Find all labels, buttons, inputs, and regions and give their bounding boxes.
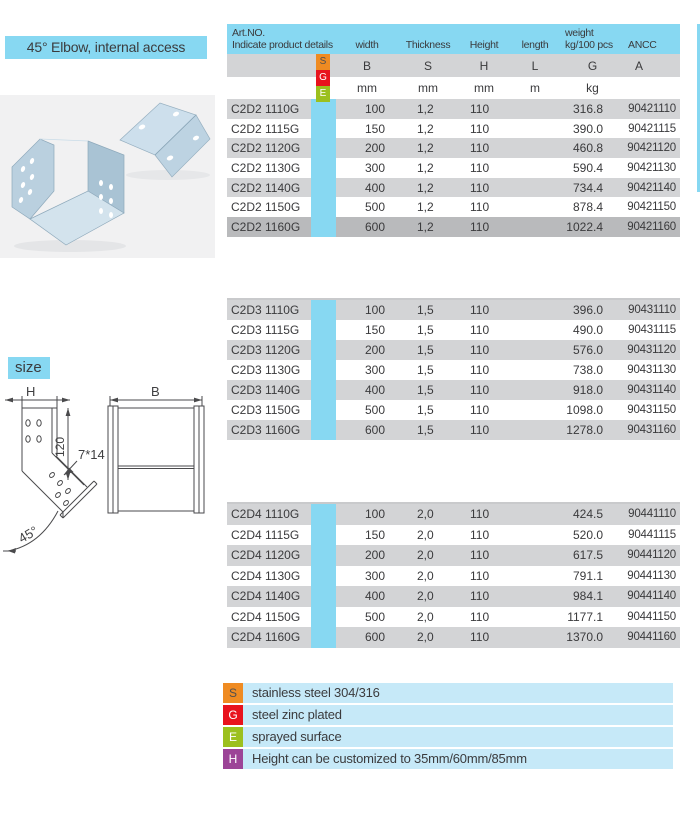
table-cell: 734.4 (572, 180, 603, 195)
table-cell: 90431160 (627, 424, 676, 436)
row-accent-strip (311, 566, 336, 587)
table-row (227, 119, 680, 139)
table-row (227, 217, 680, 237)
table-cell: 300 (364, 568, 385, 583)
legend-item (223, 683, 673, 703)
table-cell (510, 217, 560, 237)
column-header-height: Height (469, 39, 499, 51)
table-section-c2d3 (227, 298, 680, 440)
table-cell: 90441115 (628, 528, 676, 541)
dimension-drawing (0, 383, 220, 579)
table-cell: 1,2 (417, 219, 434, 234)
table-cell (510, 138, 560, 158)
table-cell: 500 (364, 200, 385, 215)
table-cell: C2D3 1110G (231, 303, 300, 317)
table-cell: 110 (470, 548, 490, 563)
table-cell (510, 400, 560, 420)
row-accent-strip (311, 380, 336, 400)
table-cell: 110 (470, 507, 490, 522)
table-letter-row (227, 54, 680, 77)
table-cell (510, 566, 560, 587)
table-cell: 150 (364, 121, 385, 136)
row-accent-strip (311, 178, 336, 198)
table-cell: C2D2 1120G (231, 141, 301, 156)
table-cell: 200 (364, 548, 385, 563)
table-cell: 90441150 (627, 610, 676, 623)
table-cell: 400 (364, 589, 385, 604)
table-row (227, 340, 680, 360)
row-accent-strip (311, 340, 336, 360)
column-header-weight: weight kg/100 pcs (565, 27, 613, 51)
row-accent-strip (311, 420, 336, 440)
table-units-row (227, 77, 680, 99)
table-cell: 2,0 (417, 568, 434, 583)
dim-angle-label: 45° (15, 522, 41, 546)
table-row (227, 178, 680, 198)
letter-g: G (587, 58, 598, 73)
table-row (227, 525, 680, 546)
table-section-c2d2 (227, 99, 680, 237)
table-cell: 300 (364, 363, 385, 377)
table-cell: 316.8 (572, 101, 603, 116)
table-cell: 1,2 (417, 121, 434, 136)
table-cell: 590.4 (572, 160, 603, 175)
table-cell: 110 (470, 141, 490, 156)
table-cell: C2D2 1140G (231, 180, 301, 195)
column-header-width: width (355, 39, 379, 51)
unit-height: mm (474, 81, 494, 95)
table-cell: 918.0 (572, 383, 603, 397)
table-cell: 1,2 (417, 160, 434, 175)
table-cell: 110 (470, 121, 490, 136)
table-cell: 110 (470, 568, 490, 583)
table-row (227, 360, 680, 380)
table-cell: 600 (364, 630, 385, 645)
row-accent-strip (311, 627, 336, 648)
legend-key-box: S (223, 683, 243, 703)
table-cell: 90441160 (627, 631, 676, 644)
table-cell (510, 420, 560, 440)
table-cell: 1370.0 (566, 630, 603, 645)
table-cell: 200 (364, 141, 385, 156)
table-cell: 90441120 (627, 549, 676, 562)
table-cell: C2D3 1150G (231, 403, 301, 417)
marker-box-e: E (316, 86, 330, 102)
table-cell: 1,2 (417, 180, 434, 195)
column-header-artno: Art.NO. Indicate product details (232, 27, 333, 51)
table-cell: 110 (470, 323, 490, 337)
table-cell: 90431115 (628, 324, 676, 336)
dimension-drawing-svg (0, 383, 220, 579)
table-cell (510, 178, 560, 198)
table-cell: 738.0 (572, 363, 603, 377)
table-cell: 1,5 (417, 363, 434, 377)
table-cell: 110 (470, 160, 490, 175)
table-cell: 400 (364, 180, 385, 195)
table-cell (510, 627, 560, 648)
table-cell: 1,2 (417, 101, 434, 116)
table-row (227, 627, 680, 648)
table-cell: C2D3 1120G (231, 343, 301, 357)
table-row (227, 320, 680, 340)
table-row (227, 420, 680, 440)
legend-item (223, 727, 673, 747)
table-row (227, 545, 680, 566)
letter-a: A (635, 58, 644, 73)
dim-slot-label: 7*14 (78, 447, 105, 462)
table-row (227, 197, 680, 217)
table-row (227, 380, 680, 400)
table-cell: 90431110 (628, 304, 676, 316)
table-cell: 90441130 (627, 569, 676, 582)
legend-item (223, 705, 673, 725)
table-cell: 110 (470, 363, 490, 377)
size-label: size (8, 357, 50, 379)
legend-item (223, 749, 673, 769)
table-cell: 500 (364, 403, 385, 417)
letter-h: H (479, 58, 489, 73)
table-cell: 110 (470, 630, 490, 645)
legend (223, 683, 673, 771)
table-cell: 2,0 (417, 630, 434, 645)
table-cell: C2D2 1110G (231, 101, 300, 116)
table-cell: 617.5 (572, 548, 603, 563)
table-cell: 390.0 (572, 121, 603, 136)
product-photo-render (0, 95, 215, 258)
row-accent-strip (311, 400, 336, 420)
column-header-ancc: ANCC (628, 39, 657, 51)
legend-text: Height can be customized to 35mm/60mm/85mm (243, 749, 673, 769)
table-cell: 90421150 (627, 201, 676, 214)
table-section-c2d4 (227, 502, 680, 648)
table-cell: 2,0 (417, 507, 434, 522)
table-cell (510, 380, 560, 400)
table-cell (510, 320, 560, 340)
table-cell: 600 (364, 423, 385, 437)
table-cell: 1022.4 (566, 219, 603, 234)
table-cell (510, 300, 560, 320)
table-cell (510, 119, 560, 139)
legend-text: stainless steel 304/316 (243, 683, 673, 703)
table-row (227, 607, 680, 628)
letter-b: B (362, 58, 371, 73)
table-cell: 1,5 (417, 403, 434, 417)
table-cell: 1,2 (417, 141, 434, 156)
table-cell (510, 525, 560, 546)
table-cell (510, 340, 560, 360)
unit-length: m (530, 81, 540, 95)
table-row (227, 400, 680, 420)
table-cell: 110 (470, 383, 490, 397)
table-cell: C2D2 1130G (231, 160, 301, 175)
table-cell (510, 607, 560, 628)
table-cell: 90441110 (628, 508, 676, 521)
row-accent-strip (311, 197, 336, 217)
table-cell: C2D4 1120G (231, 548, 301, 563)
row-accent-strip (311, 119, 336, 139)
table-cell (510, 360, 560, 380)
dim-120-label: 120 (53, 436, 67, 458)
row-accent-strip (311, 607, 336, 628)
table-cell: 110 (470, 200, 490, 215)
table-cell: 90421160 (627, 220, 676, 233)
table-cell: 90421140 (627, 181, 676, 194)
table-cell: 90421120 (627, 142, 676, 155)
table-cell: 984.1 (572, 589, 603, 604)
table-cell: 110 (470, 527, 490, 542)
table-cell: C2D2 1160G (231, 219, 301, 234)
table-cell: 110 (470, 219, 490, 234)
table-cell: 90431140 (627, 384, 676, 396)
legend-key-box: H (223, 749, 243, 769)
table-cell: 396.0 (572, 303, 603, 317)
table-cell: 1,5 (417, 423, 434, 437)
table-cell: C2D4 1115G (231, 527, 300, 542)
marker-box-s: S (316, 54, 330, 70)
row-accent-strip (311, 300, 336, 320)
table-cell: 150 (364, 323, 385, 337)
table-cell: 110 (470, 343, 490, 357)
table-cell: 791.1 (572, 568, 603, 583)
table-cell: 110 (470, 609, 490, 624)
table-row (227, 158, 680, 178)
table-cell: 2,0 (417, 589, 434, 604)
table-cell: 100 (364, 303, 385, 317)
legend-text: sprayed surface (243, 727, 673, 747)
table-cell: 90441140 (627, 590, 676, 603)
table-cell: 110 (470, 303, 490, 317)
table-row (227, 504, 680, 525)
row-accent-strip (311, 545, 336, 566)
table-header-row (227, 24, 680, 54)
table-cell: 424.5 (572, 507, 603, 522)
row-accent-strip (311, 158, 336, 178)
table-cell: 1,5 (417, 343, 434, 357)
table-cell: C2D4 1110G (231, 507, 300, 522)
table-cell: 90431130 (627, 364, 676, 376)
table-cell: 110 (470, 101, 490, 116)
legend-key-box: G (223, 705, 243, 725)
table-cell: 110 (470, 589, 490, 604)
table-cell (510, 586, 560, 607)
table-cell: C2D2 1150G (231, 200, 301, 215)
table-cell: 90421115 (628, 122, 676, 135)
table-cell: C2D3 1160G (231, 423, 301, 437)
table-cell: 100 (364, 101, 385, 116)
table-cell: 2,0 (417, 548, 434, 563)
unit-thickness: mm (418, 81, 438, 95)
letter-l: L (531, 58, 539, 73)
legend-text: steel zinc plated (243, 705, 673, 725)
table-cell (510, 545, 560, 566)
row-accent-strip (311, 320, 336, 340)
marker-box-g: G (316, 70, 330, 86)
table-cell: 110 (470, 423, 490, 437)
table-cell: 110 (470, 403, 490, 417)
table-row (227, 586, 680, 607)
row-accent-strip (311, 586, 336, 607)
table-cell: 200 (364, 343, 385, 357)
row-accent-strip (311, 360, 336, 380)
table-cell: 1,5 (417, 383, 434, 397)
table-cell: 2,0 (417, 527, 434, 542)
page-title: 45° Elbow, internal access (5, 36, 207, 59)
table-cell (510, 504, 560, 525)
row-accent-strip (311, 525, 336, 546)
table-cell: 1278.0 (566, 423, 603, 437)
unit-weight: kg (586, 81, 599, 95)
table-row (227, 138, 680, 158)
table-cell: C2D3 1115G (231, 323, 300, 337)
table-cell: 1,2 (417, 200, 434, 215)
legend-key-box: E (223, 727, 243, 747)
table-cell: 1,5 (417, 323, 434, 337)
unit-width: mm (357, 81, 377, 95)
table-cell: C2D2 1115G (231, 121, 300, 136)
row-accent-strip (311, 504, 336, 525)
table-cell: 150 (364, 527, 385, 542)
table-cell: C2D3 1130G (231, 363, 301, 377)
table-row (227, 566, 680, 587)
table-cell: 576.0 (572, 343, 603, 357)
table-cell: C2D3 1140G (231, 383, 301, 397)
table-cell: 400 (364, 383, 385, 397)
table-cell: 90421130 (627, 161, 676, 174)
spec-table (227, 24, 680, 237)
table-cell: 90421110 (628, 102, 676, 115)
table-cell: C2D4 1130G (231, 568, 301, 583)
product-photo (0, 95, 215, 258)
table-row (227, 99, 680, 119)
table-cell (510, 99, 560, 119)
table-cell: 520.0 (572, 527, 603, 542)
table-cell: 300 (364, 160, 385, 175)
dim-b-label: B (151, 384, 160, 399)
table-cell: 100 (364, 507, 385, 522)
unit-ancc (625, 77, 680, 99)
table-cell (510, 158, 560, 178)
column-header-thickness: Thickness (405, 39, 451, 51)
table-cell: C2D4 1140G (231, 589, 301, 604)
column-header-length: length (521, 39, 549, 51)
table-cell: 600 (364, 219, 385, 234)
row-accent-strip (311, 138, 336, 158)
row-accent-strip (311, 217, 336, 237)
table-cell: C2D4 1150G (231, 609, 301, 624)
table-cell: 1,5 (417, 303, 434, 317)
table-cell: 90431120 (627, 344, 676, 356)
table-cell: 500 (364, 609, 385, 624)
table-cell: 878.4 (572, 200, 603, 215)
table-cell (510, 197, 560, 217)
table-cell: 2,0 (417, 609, 434, 624)
dim-h-label: H (26, 384, 36, 399)
table-cell: 460.8 (572, 141, 603, 156)
table-cell: C2D4 1160G (231, 630, 301, 645)
table-cell: 490.0 (572, 323, 603, 337)
table-row (227, 300, 680, 320)
table-cell: 110 (470, 180, 490, 195)
table-cell: 1098.0 (566, 403, 603, 417)
table-cell: 1177.1 (567, 609, 603, 624)
table-cell: 90431150 (627, 404, 676, 416)
letter-s: S (423, 58, 432, 73)
